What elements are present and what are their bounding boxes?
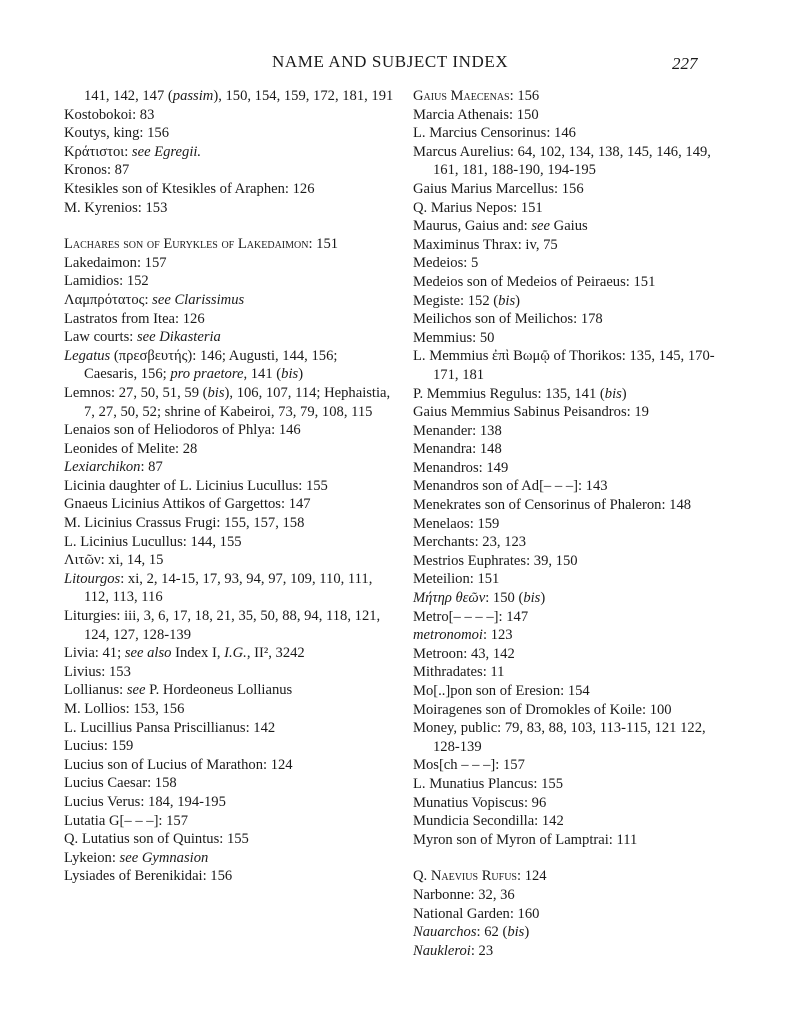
entry-text: ) — [621, 385, 627, 402]
entry-text: Menelaos: 159 — [413, 515, 500, 532]
index-entry — [413, 775, 733, 794]
entry-text: Metro[– – – –]: 147 — [413, 608, 529, 625]
index-entry — [64, 87, 394, 106]
entry-text: Litourgos — [64, 570, 121, 587]
entry-text: Mos[ch – – –]: 157 — [413, 757, 525, 774]
index-entry — [64, 663, 394, 682]
entry-text: Marcia Athenais: 150 — [413, 106, 539, 123]
entry-text: Maximinus Thrax: iv, 75 — [413, 236, 558, 253]
entry-text: metronomoi — [413, 627, 483, 644]
entry-text: Q. Naevius Rufus — [413, 868, 517, 885]
index-entry — [413, 905, 733, 924]
index-entry — [64, 143, 394, 162]
entry-text: ) — [524, 924, 530, 941]
entry-text: Megiste: 152 ( — [413, 292, 499, 309]
index-entry — [413, 608, 733, 627]
index-entry — [413, 794, 733, 813]
index-entry — [413, 459, 733, 478]
index-entry — [64, 124, 394, 143]
entry-text: Merchants: 23, 123 — [413, 534, 527, 551]
index-entry — [64, 347, 394, 384]
entry-text: L. Lucillius Pansa Priscillianus: 142 — [64, 719, 276, 736]
index-entry — [413, 701, 733, 720]
index-entry — [64, 384, 394, 421]
entry-text: (πρεσβευτής): 146; Augusti, 144, 156; Caesaris, 156; — [84, 347, 338, 383]
entry-text: Meteilion: 151 — [413, 571, 500, 588]
index-entry — [413, 87, 733, 106]
index-entry — [413, 124, 733, 143]
index-entry — [64, 272, 394, 291]
index-entry — [413, 254, 733, 273]
index-entry — [413, 143, 733, 180]
entry-text: Ktesikles son of Ktesikles of Araphen: 126 — [64, 180, 315, 197]
entry-text: Marcus Aurelius: 64, 102, 134, 138, 145, 146, 149, 161, 181, 188-190, 194-195 — [413, 143, 711, 179]
entry-text: Gnaeus Licinius Attikos of Gargettos: 147 — [64, 496, 311, 513]
entry-text: Menandra: 148 — [413, 441, 502, 458]
index-entry — [64, 514, 394, 533]
entry-text: see Clarissimus — [152, 291, 245, 308]
index-entry — [413, 626, 733, 645]
entry-text: Medeios son of Medeios of Peiraeus: 151 — [413, 273, 656, 290]
entry-text: Lykeion: — [64, 849, 120, 866]
index-entry — [413, 533, 733, 552]
entry-text: see also — [124, 645, 172, 662]
entry-text: Licinia daughter of L. Licinius Lucullus: 155 — [64, 477, 328, 494]
entry-text: bis — [523, 590, 541, 607]
index-entry — [64, 719, 394, 738]
index-entry — [413, 106, 733, 125]
entry-text: , II², 3242 — [246, 645, 305, 662]
index-entry — [64, 477, 394, 496]
index-entry — [64, 607, 394, 644]
index-entry — [413, 180, 733, 199]
index-entry — [64, 681, 394, 700]
entry-text: see Gymnasion — [119, 849, 209, 866]
entry-text: 141, 142, 147 ( — [84, 88, 173, 104]
entry-text: ) — [540, 590, 546, 607]
entry-text: bis — [498, 292, 516, 309]
entry-text: Law courts: — [64, 329, 137, 346]
index-entry — [413, 236, 733, 255]
entry-text: ) — [515, 292, 521, 309]
index-entry — [413, 719, 733, 756]
index-entry — [64, 849, 394, 868]
index-entry — [413, 923, 733, 942]
entry-text: Gaius Maecenas — [413, 88, 510, 104]
index-entry — [64, 774, 394, 793]
entry-text: Lachares son of Eurykles of Lakedaimon — [64, 236, 309, 253]
entry-text: Money, public: 79, 83, 88, 103, 113-115, 121 122, 128-139 — [413, 720, 706, 755]
entry-text: Meilichos son of Meilichos: 178 — [413, 311, 603, 328]
entry-text: see Dikasteria — [136, 329, 221, 346]
index-entry — [64, 328, 394, 347]
index-entry — [64, 291, 394, 310]
entry-text: Menander: 138 — [413, 422, 502, 439]
entry-text: : 151 — [308, 236, 339, 253]
index-entry — [413, 310, 733, 329]
entry-text: I.G. — [224, 645, 247, 662]
index-entry — [413, 663, 733, 682]
entry-text: M. Lollios: 153, 156 — [64, 701, 185, 717]
index-entry — [64, 421, 394, 440]
index-entry — [413, 273, 733, 292]
index-entry — [64, 106, 394, 125]
index-entry — [413, 440, 733, 459]
index-entry — [413, 347, 733, 384]
entry-text: Lexiarchikon — [64, 459, 141, 476]
entry-text: Lutatia G[– – –]: 157 — [64, 812, 189, 829]
entry-text: Medeios: 5 — [413, 255, 479, 272]
entry-text: L. Licinius Lucullus: 144, 155 — [64, 533, 242, 550]
entry-text: Menandros son of Ad[– – –]: 143 — [413, 478, 608, 495]
entry-text: passim — [172, 88, 214, 104]
index-entry — [64, 440, 394, 459]
index-entry — [64, 644, 394, 663]
index-entry — [64, 756, 394, 775]
index-entry — [413, 645, 733, 664]
entry-text: Λιτῶν: xi, 14, 15 — [64, 552, 164, 569]
entry-text: P. Memmius Regulus: 135, 141 ( — [413, 385, 605, 402]
entry-text: Kronos: 87 — [64, 162, 130, 179]
index-entry — [413, 477, 733, 496]
index-entry — [413, 422, 733, 441]
entry-text: L. Memmius ἐπὶ Βωμῷ of Thorikos: 135, 145, 170-171, 181 — [413, 348, 715, 383]
entry-text: Lucius Verus: 184, 194-195 — [64, 793, 226, 810]
entry-text: Index I, — [171, 645, 225, 662]
index-entry — [64, 737, 394, 756]
index-entry — [64, 199, 394, 218]
entry-text: Mithradates: 11 — [413, 664, 505, 681]
page-number: 227 — [672, 54, 698, 73]
index-entry — [413, 682, 733, 701]
entry-text: Moiragenes son of Dromokles of Koile: 100 — [413, 701, 672, 718]
entry-text: Menekrates son of Censorinus of Phaleron: 148 — [413, 497, 692, 514]
entry-text: P. Hordeoneus Lollianus — [145, 682, 293, 699]
entry-text: Lemnos: 27, 50, 51, 59 ( — [64, 384, 208, 401]
index-entry — [64, 458, 394, 477]
entry-text: Maurus, Gaius and: — [413, 218, 532, 235]
entry-text: Mestrios Euphrates: 39, 150 — [413, 552, 578, 569]
entry-text: Μήτηρ θεῶν — [413, 590, 486, 607]
entry-text: see — [126, 682, 146, 699]
entry-text: : 150 ( — [485, 590, 524, 607]
entry-text: : xi, 2, 14-15, 17, 93, 94, 97, 109, 110, 111, 112, 113, 116 — [84, 570, 373, 606]
index-entry — [64, 867, 394, 886]
entry-text: Gaius — [550, 218, 588, 235]
index-entry — [64, 495, 394, 514]
index-entry — [64, 161, 394, 180]
entry-text: : 23 — [470, 942, 494, 959]
index-entry — [413, 515, 733, 534]
entry-text: Lucius: 159 — [64, 738, 134, 755]
index-entry — [413, 812, 733, 831]
index-entry — [64, 254, 394, 273]
entry-text: M. Kyrenios: 153 — [64, 199, 168, 216]
entry-text: Lakedaimon: 157 — [64, 254, 167, 271]
index-entry — [413, 756, 733, 775]
entry-text: National Garden: 160 — [413, 905, 540, 922]
index-entry — [413, 403, 733, 422]
entry-text: Mundicia Secondilla: 142 — [413, 813, 564, 830]
entry-text: bis — [281, 366, 299, 383]
entry-text: Livius: 153 — [64, 663, 131, 680]
entry-text: : 123 — [483, 627, 513, 644]
entry-text: Livia: 41; — [64, 645, 125, 662]
entry-text: Λαμπρότατος: — [64, 291, 153, 308]
entry-text: Κράτιστοι: — [64, 143, 132, 160]
index-entry — [413, 217, 733, 236]
entry-text: : 156 — [509, 88, 540, 104]
entry-text: : 62 ( — [476, 924, 508, 941]
entry-text: Lollianus: — [64, 682, 127, 699]
entry-text: Menandros: 149 — [413, 459, 509, 476]
entry-text: see — [531, 218, 550, 235]
entry-text: Naukleroi — [413, 942, 471, 959]
entry-text: , 141 ( — [243, 366, 282, 383]
entry-text: M. Licinius Crassus Frugi: 155, 157, 158 — [64, 515, 305, 532]
entry-text: ) — [298, 366, 304, 383]
index-entry — [413, 886, 733, 905]
entry-text: L. Munatius Plancus: 155 — [413, 775, 563, 792]
running-title: NAME AND SUBJECT INDEX — [272, 52, 509, 71]
entry-text: Lucius Caesar: 158 — [64, 775, 177, 792]
index-entry — [64, 812, 394, 831]
entry-text: Kostobokoi: 83 — [64, 106, 155, 123]
entry-text: Nauarchos — [413, 924, 477, 941]
page-header — [0, 52, 787, 76]
index-entry — [64, 533, 394, 552]
entry-text: ), 106, 107, 114; Hephaistia, 7, 27, 50, 52; shrine of Kabeiroi, 73, 79, 108, 115 — [84, 384, 391, 420]
index-column-left — [64, 87, 394, 886]
entry-text: Leonides of Melite: 28 — [64, 440, 198, 457]
entry-text: Q. Marius Nepos: 151 — [413, 199, 543, 216]
index-entry — [413, 589, 733, 608]
index-entry — [64, 700, 394, 719]
entry-text: Lucius son of Lucius of Marathon: 124 — [64, 756, 293, 773]
index-entry — [64, 180, 394, 199]
section-gap — [64, 217, 394, 235]
entry-text: bis — [207, 384, 225, 401]
index-entry — [413, 329, 733, 348]
entry-text: : 87 — [140, 459, 163, 476]
index-entry — [413, 552, 733, 571]
entry-text: Narbonne: 32, 36 — [413, 886, 515, 903]
index-entry — [413, 292, 733, 311]
entry-text: L. Marcius Censorinus: 146 — [413, 125, 576, 142]
index-entry — [413, 831, 733, 850]
index-entry — [413, 385, 733, 404]
entry-text: Gaius Memmius Sabinus Peisandros: 19 — [413, 404, 649, 421]
index-entry — [413, 199, 733, 218]
entry-text: Legatus — [64, 347, 111, 364]
index-entry — [64, 570, 394, 607]
entry-text: Lamidios: 152 — [64, 273, 149, 290]
entry-text: Q. Lutatius son of Quintus: 155 — [64, 831, 249, 848]
index-entry — [64, 551, 394, 570]
index-entry — [64, 793, 394, 812]
index-entry — [413, 942, 733, 961]
entry-text: Liturgies: iii, 3, 6, 17, 18, 21, 35, 50, 88, 94, 118, 121, 124, 127, 128-139 — [64, 608, 381, 643]
section-gap — [413, 849, 733, 867]
entry-text: Mo[..]pon son of Eresion: 154 — [413, 683, 590, 699]
entry-text: ), 150, 154, 159, 172, 181, 191 — [213, 88, 394, 104]
entry-text: Koutys, king: 156 — [64, 125, 169, 142]
index-entry — [413, 867, 733, 886]
entry-text: Metroon: 43, 142 — [413, 645, 515, 662]
entry-text: Memmius: 50 — [413, 329, 495, 346]
index-entry — [64, 310, 394, 329]
entry-text: bis — [604, 385, 622, 402]
entry-text: Lysiades of Berenikidai: 156 — [64, 868, 233, 885]
entry-text: Lenaios son of Heliodoros of Phlya: 146 — [64, 422, 301, 439]
entry-text: pro praetore — [170, 366, 244, 383]
entry-text: bis — [507, 924, 525, 941]
index-entry — [413, 496, 733, 515]
index-entry — [64, 235, 394, 254]
entry-text: Myron son of Myron of Lamptrai: 111 — [413, 831, 638, 848]
entry-text: Gaius Marius Marcellus: 156 — [413, 180, 584, 197]
index-entry — [413, 570, 733, 589]
index-column-right — [413, 87, 733, 960]
entry-text: see Egregii. — [131, 143, 202, 160]
index-entry — [64, 830, 394, 849]
entry-text: Munatius Vopiscus: 96 — [413, 794, 547, 811]
entry-text: Lastratos from Itea: 126 — [64, 310, 205, 327]
entry-text: : 124 — [517, 868, 547, 885]
